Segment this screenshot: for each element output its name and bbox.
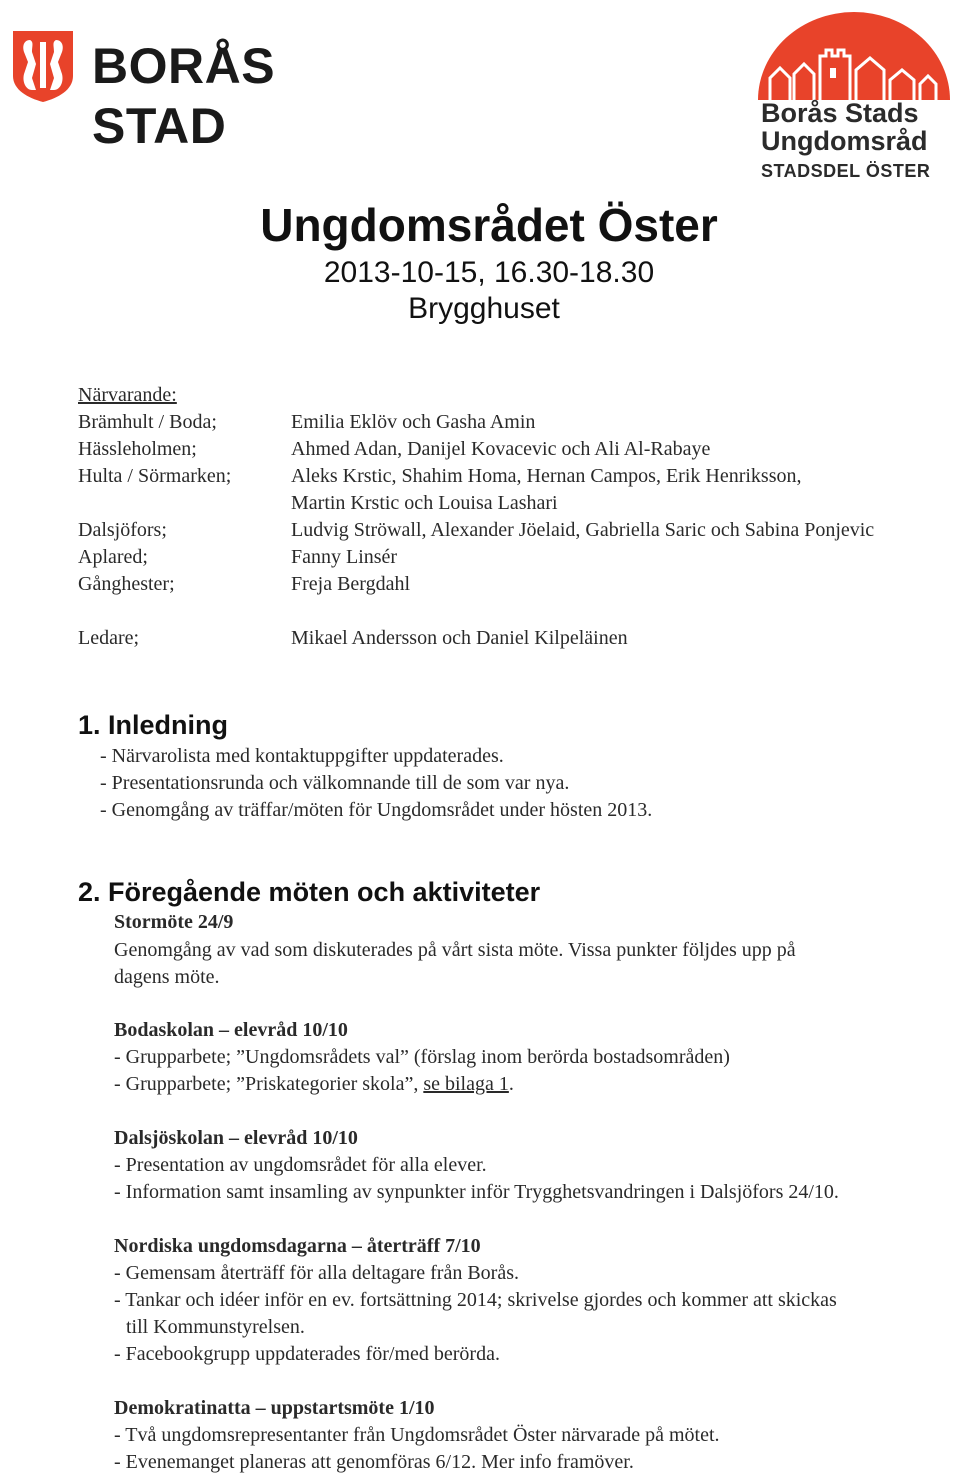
bilaga-link[interactable]: se bilaga 1 xyxy=(423,1073,509,1095)
list-item-text: - Grupparbete; ”Priskategorier skola”, xyxy=(114,1073,424,1095)
attendance-area: Hulta / Sörmarken; xyxy=(78,465,232,487)
attendance-names: Emilia Eklöv och Gasha Amin xyxy=(291,411,536,433)
list-item: - Grupparbete; ”Ungdomsrådets val” (förslag inom berörda bostadsområden) xyxy=(114,1046,730,1068)
attendance-names: Ahmed Adan, Danijel Kovacevic och Ali Al-Rabaye xyxy=(291,438,711,460)
attendance-area: Brämhult / Boda; xyxy=(78,411,217,433)
paragraph-line: Genomgång av vad som diskuterades på vårt sista möte. Vissa punkter följdes upp på xyxy=(114,939,796,961)
meeting-date: 2013-10-15, 16.30-18.30 xyxy=(323,256,655,289)
list-item: - Presentation av ungdomsrådet för alla elever. xyxy=(114,1154,487,1176)
attendance-names: Aleks Krstic, Shahim Homa, Hernan Campos, Erik Henriksson, xyxy=(291,465,802,487)
logo-line-ungdomsrad: Ungdomsråd xyxy=(761,126,928,156)
attendance-area: Hässleholmen; xyxy=(78,438,197,460)
list-item: - Gemensam återträff för alla deltagare från Borås. xyxy=(114,1262,519,1284)
list-item-continued: till Kommunstyrelsen. xyxy=(126,1316,305,1338)
list-item: - Presentationsrunda och välkomnande till de som var nya. xyxy=(100,772,570,794)
attendance-area: Ledare; xyxy=(78,627,140,649)
list-item: - Två ungdomsrepresentanter från Ungdomsrådet Öster närvarade på mötet. xyxy=(114,1424,720,1446)
attendance-names: Ludvig Ströwall, Alexander Jöelaid, Gabriella Saric och Sabina Ponjevic xyxy=(291,519,875,541)
list-item: - Tankar och idéer inför en ev. fortsättning 2014; skrivelse gjordes och kommer att skickas xyxy=(114,1289,837,1311)
attendance-names-continued: Martin Krstic och Louisa Lashari xyxy=(291,492,558,514)
logo-line-stadsdel: STADSDEL ÖSTER xyxy=(761,161,931,181)
subsection-title-demokratinatta: Demokratinatta – uppstartsmöte 1/10 xyxy=(114,1397,435,1419)
boras-stad-wordmark: BORÅS STAD xyxy=(92,38,276,154)
subsection-title-nordiska: Nordiska ungdomsdagarna – återträff 7/10 xyxy=(114,1235,481,1257)
attendance-names: Mikael Andersson och Daniel Kilpeläinen xyxy=(291,627,628,649)
subsection-title-stormote: Stormöte 24/9 xyxy=(114,911,234,933)
city-skyline-icon xyxy=(756,8,952,104)
list-item: - Facebookgrupp uppdaterades för/med berörda. xyxy=(114,1343,500,1365)
list-item: - Evenemanget planeras att genomföras 6/12. Mer info framöver. xyxy=(114,1451,634,1473)
logo-line-boras-stads: Borås Stads xyxy=(761,98,919,128)
paragraph-line: dagens möte. xyxy=(114,966,220,988)
page-title: Ungdomsrådet Öster xyxy=(260,199,718,251)
list-item xyxy=(114,1071,514,1098)
attendance-area: Gånghester; xyxy=(78,573,175,595)
boras-stad-shield-icon xyxy=(10,28,76,104)
attendance-header: Närvarande: xyxy=(78,384,177,406)
attendance-area: Dalsjöfors; xyxy=(78,519,167,541)
list-item: - Genomgång av träffar/möten för Ungdomsrådet under hösten 2013. xyxy=(100,799,653,821)
subsection-title-bodaskolan: Bodaskolan – elevråd 10/10 xyxy=(114,1019,348,1041)
attendance-area: Aplared; xyxy=(78,546,148,568)
subsection-title-dalsjoskolan: Dalsjöskolan – elevråd 10/10 xyxy=(114,1127,358,1149)
list-item: - Närvarolista med kontaktuppgifter uppdaterades. xyxy=(100,745,504,767)
ungdomsrad-logo xyxy=(756,8,952,188)
section-heading-foregaende: 2. Föregående möten och aktiviteter xyxy=(78,877,541,907)
section-heading-inledning: 1. Inledning xyxy=(78,710,229,740)
attendance-names: Freja Bergdahl xyxy=(291,573,411,595)
attendance-names: Fanny Linsér xyxy=(291,546,398,568)
boras-stad-logo xyxy=(10,28,410,154)
list-item: - Information samt insamling av synpunkter inför Trygghetsvandringen i Dalsjöfors 24/10. xyxy=(114,1181,839,1203)
list-item-text: . xyxy=(508,1073,514,1095)
meeting-place: Brygghuset xyxy=(408,292,560,325)
